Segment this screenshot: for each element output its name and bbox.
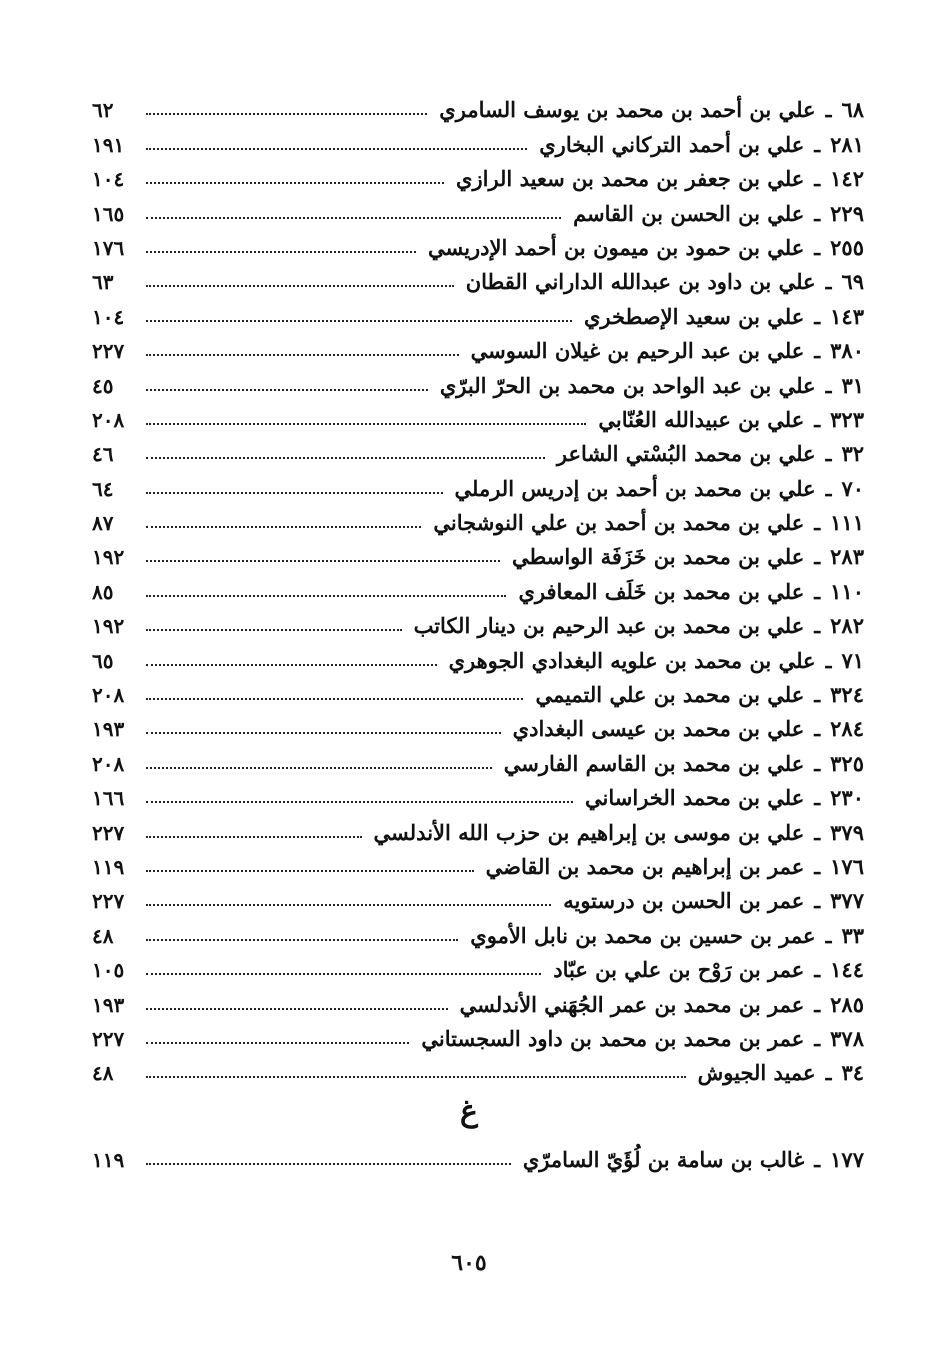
entry-number: ٣٧٧: [830, 888, 864, 914]
index-entry: [92, 843, 864, 877]
entry-name: علي بن محمد بن أحمد بن إدريس الرملي: [454, 475, 816, 501]
entry-name: علي بن محمد بن عيسى البغدادي: [512, 716, 805, 742]
entry-name: عمر بن محمد بن محمد بن داود السجستاني: [421, 1025, 805, 1051]
entry-page-number: ١٧٦: [92, 235, 125, 260]
entry-separator: ـ: [814, 235, 821, 260]
entry-name: علي بن محمد بن القاسم الفارسي: [503, 750, 805, 776]
entry-name: علي بن أحمد التركاني البخاري: [539, 131, 805, 157]
entry-number: ٣٣: [841, 922, 864, 948]
entry-name: علي بن محمد البُسْتي الشاعر: [556, 441, 816, 467]
dot-leader: [146, 113, 427, 115]
entry-name: علي بن عبد الواحد بن محمد بن الحرّ البرّي: [439, 372, 816, 398]
dot-leader: [146, 664, 437, 666]
index-entry: [92, 327, 864, 364]
index-entry: [92, 120, 864, 157]
index-entry: [92, 430, 864, 467]
entry-page-number: ٦٢: [92, 98, 114, 123]
entry-name: علي بن محمد بن علويه البغدادي الجوهري: [448, 647, 816, 673]
entry-separator: ـ: [814, 683, 821, 708]
entry-separator: ـ: [814, 201, 821, 226]
entry-number: ٢٨١: [830, 131, 864, 157]
dot-leader: [146, 389, 428, 391]
entry-name: عمر بن رَوْح بن علي بن عبّاد: [553, 957, 805, 983]
index-entry: [92, 464, 864, 501]
entry-number: ٣١: [841, 372, 864, 398]
entry-number: ١١١: [830, 510, 864, 536]
index-entry: [92, 292, 864, 329]
entry-name: عميد الجيوش: [697, 1060, 816, 1086]
entry-number: ٢٨٥: [830, 991, 864, 1017]
entry-name: علي بن عبيدالله العُنّابي: [598, 406, 805, 432]
entry-page-number: ٦٥: [92, 648, 114, 673]
index-entry: [92, 705, 864, 742]
dot-leader: [146, 698, 523, 700]
entry-name: علي بن سعيد الإصطخري: [584, 303, 805, 329]
index-entry: [92, 774, 864, 811]
dot-leader: [146, 870, 474, 872]
entry-name: عمر بن إبراهيم بن محمد بن القاضي: [485, 853, 805, 879]
entry-number: ٢٣٠: [830, 785, 864, 811]
index-entry: [92, 86, 864, 123]
index-entry: [92, 1136, 864, 1173]
entry-separator: ـ: [825, 98, 832, 123]
entry-page-number: ٤٨: [92, 923, 114, 948]
entry-page-number: ٢٠٨: [92, 407, 125, 432]
index-entry: [92, 567, 864, 604]
entry-separator: ـ: [814, 854, 821, 879]
entry-number: ٣٨٠: [830, 338, 864, 364]
dot-leader: [146, 423, 586, 425]
entry-name: علي بن حمود بن ميمون بن أحمد الإدريسي: [427, 234, 805, 260]
entry-page-number: ١٩٢: [92, 614, 125, 639]
dot-leader: [146, 801, 573, 803]
entry-name: علي بن عبد الرحيم بن غيلان السوسي: [470, 338, 805, 364]
entry-name: عمر بن محمد بن عمر الجُهَني الأندلسي: [459, 991, 805, 1017]
index-entry: [92, 533, 864, 570]
entry-name: عمر بن حسين بن محمد بن نابل الأموي: [470, 922, 816, 948]
entry-page-number: ١٦٦: [92, 786, 125, 811]
entry-separator: ـ: [825, 442, 832, 467]
index-entry: [92, 258, 864, 295]
entry-number: ٢٨٤: [830, 716, 864, 742]
dot-leader: [146, 973, 541, 975]
entry-number: ١٧٧: [830, 1147, 864, 1173]
page-number: ٦٠٥: [451, 1250, 487, 1276]
entry-separator: ـ: [814, 889, 821, 914]
entry-name: علي بن محمد بن عبد الرحيم بن دينار الكاتب: [413, 613, 805, 639]
entry-page-number: ١٩١: [92, 132, 125, 157]
index-list-ain: [92, 86, 864, 1086]
entry-separator: ـ: [814, 407, 821, 432]
entry-number: ٧١: [841, 647, 864, 673]
entry-number: ٢٨٣: [830, 544, 864, 570]
index-entry: [92, 946, 864, 983]
index-entry: [92, 980, 864, 1017]
index-entry: [92, 739, 864, 776]
dot-leader: [146, 526, 421, 528]
entry-number: ٣٧٨: [830, 1025, 864, 1051]
dot-leader: [146, 320, 572, 322]
entry-name: علي بن محمد الخراساني: [585, 785, 805, 811]
dot-leader: [146, 182, 444, 184]
entry-page-number: ٤٥: [92, 373, 114, 398]
entry-page-number: ٢٢٧: [92, 820, 125, 845]
index-entry: [92, 602, 864, 639]
entry-number: ١٧٦: [830, 853, 864, 879]
entry-number: ٣٧٩: [830, 819, 864, 845]
index-entry: [92, 808, 864, 845]
entry-page-number: ١٠٤: [92, 167, 125, 192]
entry-separator: ـ: [814, 511, 821, 536]
dot-leader: [146, 939, 458, 941]
entry-separator: ـ: [814, 579, 821, 604]
dot-leader: [146, 836, 362, 838]
dot-leader: [146, 457, 545, 459]
dot-leader: [146, 1163, 511, 1165]
entry-separator: ـ: [825, 1061, 832, 1086]
index-entry: [92, 224, 864, 258]
entry-number: ٧٠: [841, 475, 864, 501]
dot-leader: [146, 492, 443, 494]
section-letter-heading: غ: [460, 1094, 478, 1129]
dot-leader: [146, 767, 492, 769]
entry-separator: ـ: [814, 339, 821, 364]
index-entry: [92, 155, 864, 192]
entry-name: علي بن محمد بن علي التميمي: [535, 682, 805, 708]
entry-page-number: ٤٦: [92, 442, 114, 467]
index-entry: [92, 636, 864, 673]
dot-leader: [146, 1042, 409, 1044]
entry-name: عمر بن الحسن بن درستويه: [563, 888, 805, 914]
entry-name: علي بن محمد بن خَزَفَة الواسطي: [512, 544, 805, 570]
dot-leader: [146, 251, 416, 253]
index-entry: [92, 671, 864, 708]
entry-number: ٣٢: [841, 441, 864, 467]
entry-name: علي بن محمد بن خَلَف المعافري: [518, 578, 805, 604]
entry-name: علي بن أحمد بن محمد بن يوسف السامري: [439, 97, 816, 123]
dot-leader: [146, 629, 402, 631]
entry-page-number: ٨٧: [92, 511, 114, 536]
entry-separator: ـ: [814, 167, 821, 192]
index-entry: [92, 1015, 864, 1049]
index-entry: [92, 911, 864, 948]
entry-separator: ـ: [814, 614, 821, 639]
entry-separator: ـ: [814, 751, 821, 776]
entry-page-number: ٢٢٧: [92, 339, 125, 364]
entry-separator: ـ: [814, 717, 821, 742]
entry-number: ١٤٣: [830, 303, 864, 329]
entry-separator: ـ: [814, 786, 821, 811]
entry-separator: ـ: [825, 373, 832, 398]
entry-page-number: ١١٩: [92, 1148, 125, 1173]
dot-leader: [146, 354, 459, 356]
entry-separator: ـ: [825, 270, 832, 295]
index-entry: [92, 499, 864, 536]
entry-separator: ـ: [814, 820, 821, 845]
entry-separator: ـ: [825, 476, 832, 501]
entry-number: ٦٨: [841, 97, 864, 123]
entry-separator: ـ: [814, 992, 821, 1017]
index-entry: [92, 877, 864, 914]
dot-leader: [146, 904, 551, 906]
entry-number: ٣٤: [841, 1060, 864, 1086]
entry-number: ٢٢٩: [830, 200, 864, 226]
entry-name: غالب بن سامة بن لُؤَيّ السامرّي: [522, 1147, 805, 1173]
entry-page-number: ١٠٤: [92, 304, 125, 329]
index-list-ghain: [92, 1136, 864, 1173]
entry-number: ١٤٢: [830, 166, 864, 192]
entry-page-number: ١٠٥: [92, 958, 125, 983]
entry-number: ٦٩: [841, 269, 864, 295]
entry-separator: ـ: [814, 545, 821, 570]
dot-leader: [146, 560, 500, 562]
entry-page-number: ١٦٥: [92, 201, 125, 226]
entry-separator: ـ: [825, 923, 832, 948]
entry-page-number: ٨٥: [92, 579, 114, 604]
dot-leader: [146, 148, 527, 150]
entry-number: ١٤٤: [830, 957, 864, 983]
entry-separator: ـ: [814, 304, 821, 329]
entry-page-number: ١٩٣: [92, 717, 125, 742]
entry-number: ٣٢٥: [830, 750, 864, 776]
entry-page-number: ٢٢٧: [92, 1026, 125, 1051]
entry-page-number: ٢٢٧: [92, 889, 125, 914]
entry-separator: ـ: [814, 958, 821, 983]
entry-name: علي بن جعفر بن محمد بن سعيد الرازي: [456, 166, 805, 192]
dot-leader: [146, 1008, 448, 1010]
entry-page-number: ١٩٣: [92, 992, 125, 1017]
index-entry: [92, 396, 864, 430]
dot-leader: [146, 595, 506, 597]
entry-number: ٢٥٥: [830, 234, 864, 260]
index-entry: [92, 1049, 864, 1086]
dot-leader: [146, 732, 501, 734]
entry-separator: ـ: [825, 648, 832, 673]
entry-name: علي بن موسى بن إبراهيم بن حزب الله الأندلسي: [373, 819, 805, 845]
entry-page-number: ٢٠٨: [92, 751, 125, 776]
entry-separator: ـ: [814, 1026, 821, 1051]
entry-name: علي بن داود بن عبدالله الداراني القطان: [465, 269, 816, 295]
entry-page-number: ١٩٢: [92, 545, 125, 570]
entry-number: ٣٢٣: [830, 406, 864, 432]
entry-page-number: ٦٣: [92, 270, 114, 295]
entry-number: ٢٨٢: [830, 613, 864, 639]
dot-leader: [146, 285, 454, 287]
entry-number: ٣٢٤: [830, 682, 864, 708]
entry-name: علي بن الحسن بن القاسم: [573, 200, 805, 226]
entry-separator: ـ: [814, 1148, 821, 1173]
index-entry: [92, 361, 864, 398]
entry-separator: ـ: [814, 132, 821, 157]
entry-page-number: ٦٤: [92, 476, 114, 501]
index-entry: [92, 189, 864, 226]
dot-leader: [146, 1076, 686, 1078]
dot-leader: [146, 217, 561, 219]
entry-page-number: ٢٠٨: [92, 683, 125, 708]
entry-page-number: ٤٨: [92, 1061, 114, 1086]
entry-number: ١١٠: [830, 578, 864, 604]
entry-page-number: ١١٩: [92, 854, 125, 879]
entry-name: علي بن محمد بن أحمد بن علي النوشجاني: [433, 510, 805, 536]
